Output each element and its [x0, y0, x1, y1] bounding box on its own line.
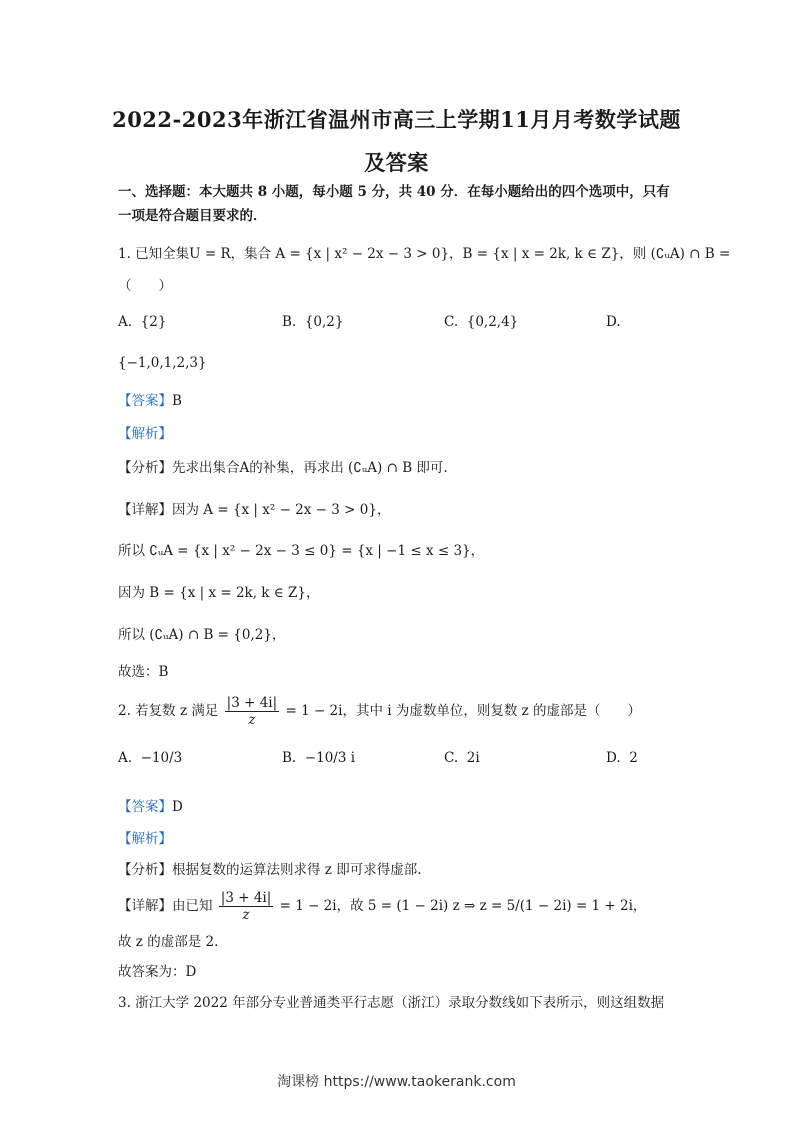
q2-answer — [118, 797, 183, 817]
q2-option-b: B. −10/3 i — [282, 750, 356, 766]
q2-detail-2: 故 z 的虚部是 2. — [118, 934, 219, 950]
q2-option-a: A. −10/3 — [118, 750, 183, 766]
q2-detail-fraction: $\frac{|3 + 4i|}{z}$ — [220, 890, 272, 923]
q1-option-c: C. {0,2,4} — [444, 314, 519, 330]
q2-option-d: D. 2 — [606, 750, 638, 766]
q2-conclusion: 故答案为：D — [118, 964, 197, 980]
q1-option-a: A. {2} — [118, 314, 167, 330]
answer-tag: 【答案】 — [118, 799, 172, 815]
section-heading: 一、选择题：本大题共 8 小题，每小题 5 分，共 40 分．在每小题给出的四个选项中，只有 — [118, 184, 670, 200]
q1-detail-3: 因为 B = {x | x = 2k, k ∈ Z}， — [118, 585, 320, 601]
footer-watermark: 淘课榜 https://www.taokerank.com — [277, 1074, 516, 1090]
q1-option-b: B. {0,2} — [282, 314, 344, 330]
q1-analysis-tag: 【解析】 — [118, 426, 172, 442]
section-heading-cont: 一项是符合题目要求的． — [118, 208, 267, 224]
q1-detail-4: 所以 (∁ᵤA) ∩ B = {0,2}， — [118, 627, 286, 643]
q2-stem: 2. 若复数 z 满足 $\frac{|3 + 4i|}{z}$ = 1 − 2i，其中 i 为虚数单位，则复数 z 的虚部是（ ） — [118, 695, 642, 728]
answer-tag: 【答案】 — [118, 393, 172, 409]
q3-stem: 3. 浙江大学 2022 年部分专业普通类平行志愿（浙江）录取分数线如下表所示，则这组数据 — [118, 995, 665, 1011]
q2-fraction: $\frac{|3 + 4i|}{z}$ — [226, 695, 278, 728]
q1-stem: 1. 已知全集U = R，集合 A = {x | x² − 2x − 3 > 0}，B = {x | x = 2k, k ∈ Z}，则 (∁ᵤA) ∩ B = — [118, 246, 731, 262]
q1-conclusion: 故选：B — [118, 664, 169, 680]
q1-detail-1: 【详解】因为 A = {x | x² − 2x − 3 > 0}， — [118, 502, 391, 518]
document-title: 2022-2023年浙江省温州市高三上学期11月月考数学试题 — [112, 107, 681, 132]
q1-fenxi: 【分析】先求出集合A的补集，再求出 (∁ᵤA) ∩ B 即可. — [118, 460, 448, 476]
q1-answer — [118, 391, 182, 411]
q2-fenxi: 【分析】根据复数的运算法则求得 z 即可求得虚部. — [118, 862, 422, 878]
q1-option-d: D. — [606, 314, 621, 330]
q2-option-c: C. 2i — [444, 750, 480, 766]
q2-detail: 【详解】由已知 $\frac{|3 + 4i|}{z}$ = 1 − 2i，故 5 = (1 − 2i) z ⇒ z = 5/(1 − 2i) = 1 + 2i， — [118, 890, 647, 923]
q2-analysis-tag: 【解析】 — [118, 831, 172, 847]
answer-value: B — [172, 393, 182, 409]
document-title-line-2: 及答案 — [364, 150, 429, 175]
q1-paren: （ ） — [118, 278, 172, 294]
q1-option-d-value: {−1,0,1,2,3} — [118, 355, 207, 371]
q1-detail-2: 所以 ∁ᵤA = {x | x² − 2x − 3 ≤ 0} = {x | −1 ≤ x ≤ 3}， — [118, 543, 485, 559]
answer-value: D — [172, 799, 183, 815]
